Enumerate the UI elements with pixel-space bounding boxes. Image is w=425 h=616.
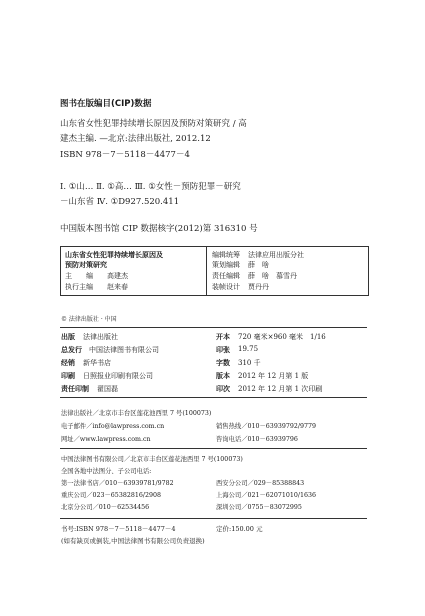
branch-phone: 第一法律书店／010－63939781/9782: [61, 480, 174, 487]
spec-label: 版本: [216, 372, 230, 380]
book-box-divider: [206, 247, 207, 295]
press-address: 法律出版社／北京市丰台区莲花池西里 7 号(100073): [61, 410, 212, 417]
staff-value: 贾丹丹: [248, 283, 269, 291]
distributor-address: 中国法律图书有限公司／北京市丰台区莲花池西里 7 号(100073): [61, 456, 243, 463]
pub-value: 翟国磊: [97, 385, 118, 393]
footer-note: (如有缺页或倒装,中国法律图书有限公司负责退换): [61, 537, 205, 545]
spec-value: 2012 年 12 月第 1 次印刷: [238, 385, 323, 393]
branch-phone: 深圳公司／0755－83072995: [216, 504, 302, 511]
branches-title: 全国各地中法图分、子公司电话:: [61, 468, 152, 475]
cip-record-line-2: 建杰主编. —北京:法律出版社, 2012.12: [60, 134, 211, 144]
book-title-line-2: 预防对策研究: [65, 261, 107, 269]
divider: [60, 448, 367, 449]
spec-value: 19.75: [238, 345, 259, 353]
pub-label: 经销: [61, 359, 75, 367]
copyright-notice: © 法律出版社 · 中国: [61, 316, 117, 323]
cip-record-line-1: 山东省女性犯罪持续增长原因及预防对策研究 / 高: [60, 119, 247, 129]
staff-label: 编辑统筹: [212, 251, 240, 259]
spec-value: 720 毫米×960 毫米 1/16: [238, 333, 326, 341]
staff-value: 薛 啥: [248, 261, 269, 269]
footer-isbn: 书号:ISBN 978－7－5118－4477－4: [61, 525, 176, 533]
spec-label: 印张: [216, 346, 230, 354]
spec-value: 2012 年 12 月第 1 版: [238, 372, 309, 380]
spec-value: 310 千: [238, 359, 261, 367]
footer-price: 定价:150.00 元: [216, 525, 263, 533]
press-website: 网址／www.lawpress.com.cn: [61, 436, 151, 443]
cip-isbn: ISBN 978－7－5118－4477－4: [60, 150, 190, 160]
divider: [60, 397, 367, 398]
divider: [60, 518, 367, 519]
editor-name: 高建杰: [107, 272, 128, 280]
branch-phone: 上海公司／021－62071010/1636: [216, 492, 316, 499]
branch-phone: 西安分公司／029－85388843: [216, 480, 305, 487]
cip-subject-line-2: －山东省 Ⅳ. ①D927.520.411: [60, 197, 180, 207]
pub-label: 总发行: [61, 346, 82, 354]
pub-value: 日照报业印刷有限公司: [83, 372, 153, 380]
staff-value: 薛 啥 慕雪丹: [248, 272, 297, 280]
staff-label: 装帧设计: [212, 283, 240, 291]
pub-label: 出版: [61, 333, 75, 341]
editor-label: 主 编: [65, 272, 93, 280]
staff-label: 策划编辑: [212, 261, 240, 269]
book-title-line-1: 山东省女性犯罪持续增长原因及: [65, 251, 163, 259]
pub-label: 印刷: [61, 372, 75, 380]
staff-value: 法律应用出版分社: [248, 251, 304, 259]
branch-phone: 北京分公司／010－62534456: [61, 504, 150, 511]
pub-value: 法律出版社: [83, 333, 118, 341]
exec-editor-name: 赵来春: [107, 283, 128, 291]
sales-phone: 销售热线／010－63939792/9779: [216, 423, 316, 430]
divider: [60, 327, 367, 328]
consult-phone: 咨询电话／010－63939796: [216, 436, 298, 443]
branch-phone: 重庆公司／023－65382816/2908: [61, 492, 161, 499]
book-info-box: [60, 246, 369, 296]
pub-value: 中国法律图书有限公司: [89, 346, 159, 354]
pub-value: 新华书店: [83, 359, 111, 367]
staff-label: 责任编辑: [212, 272, 240, 280]
spec-label: 字数: [216, 359, 230, 367]
press-email: 电子邮件／info@lawpress.com.cn: [61, 423, 165, 430]
spec-label: 开本: [216, 333, 230, 341]
exec-editor-label: 执行主编: [65, 283, 93, 291]
cip-heading: 图书在版编目(CIP)数据: [60, 99, 152, 109]
cip-core-number: 中国版本图书馆 CIP 数据核字(2012)第 316310 号: [60, 224, 258, 234]
pub-label: 责任印制: [61, 385, 89, 393]
spec-label: 印次: [216, 385, 230, 393]
cip-subject-line-1: Ⅰ. ①山… Ⅱ. ①高… Ⅲ. ①女性－预防犯罪－研究: [60, 182, 241, 192]
